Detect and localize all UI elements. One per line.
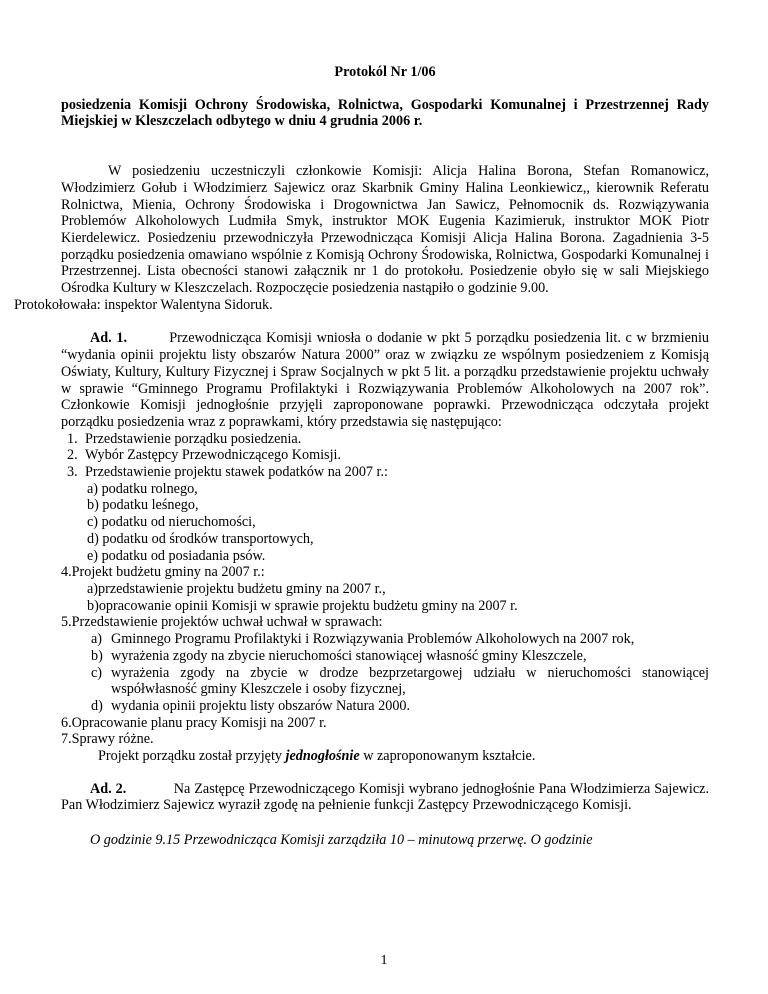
agenda-sublist-4 — [61, 581, 709, 614]
agenda-subitem-letter: d) — [91, 697, 103, 714]
agenda-subitem: a)przedstawienie projektu budżetu gminy na 2007 r., — [87, 580, 386, 597]
agenda-item-text: Przedstawienie projektu stawek podatków na 2007 r.: — [85, 464, 388, 481]
agenda-subitem — [61, 698, 709, 715]
ad1-paragraph — [61, 330, 709, 430]
agenda-item-text: Wybór Zastępcy Przewodniczącego Komisji. — [85, 447, 342, 464]
agenda-subitem-letter: b) — [91, 647, 103, 664]
document-page — [14, 64, 710, 849]
ad2-text: Na Zastępcę Przewodniczącego Komisji wybrano jednogłośnie Pana Włodzimierza Sajewicz. Pan Włodzimierz Sajewicz wyraził zgodę na pełnienie funkcji Zastępcy Przewodniczącego Komisji. — [61, 780, 709, 814]
agenda-item-number: 1. — [67, 430, 78, 447]
agenda-item-number: 2. — [67, 447, 78, 464]
ad1-text: Przewodnicząca Komisji wniosła o dodanie w pkt 5 porządku posiedzenia lit. c w brzmieniu “wydania opinii projektu listy obszarów Natura 2000” oraz w związku ze wspólnym posiedzeniem z Komisją Oświaty, Kultury, Kultury Fizycznej i Spraw Socjalnych w pkt 5 lit. a porządku przedstawienie projektu uchwały w sprawie “Gminnego Programu Profilaktyki i Rozwiązywania Problemów Alkoholowych na 2007 rok”. Członkowie Komisji jednogłośnie przyjęli zaproponowane poprawki. Przewodnicząca odczytała projekt porządku posiedzenia wraz z poprawkami, który przedstawia się następująco: — [61, 330, 710, 430]
agenda-item-number: 3. — [67, 464, 78, 481]
agenda-subitem: b)opracowanie opinii Komisji w sprawie projektu budżetu gminy na 2007 r. — [87, 597, 518, 614]
intro-paragraph — [14, 163, 709, 313]
agenda-item-6: 6.Opracowanie planu pracy Komisji na 2007 r. — [61, 714, 327, 731]
ad1-label: Ad. 1. — [90, 330, 128, 347]
agenda-item-7: 7.Sprawy różne. — [61, 731, 154, 748]
agenda-subitem — [61, 648, 709, 665]
agenda-subitem: b) podatku leśnego, — [87, 497, 199, 514]
intro-minutes-taker: Protokołowała: inspektor Walentyna Sidoruk. — [14, 296, 273, 313]
ad2-paragraph — [61, 781, 709, 814]
agenda-sublist-3 — [61, 481, 709, 565]
page-number: 1 — [380, 953, 388, 968]
agenda-item-4: 4.Projekt budżetu gminy na 2007 r.: — [61, 564, 265, 581]
document-heading: posiedzenia Komisji Ochrony Środowiska, Rolnictwa, Gospodarki Komunalnej i Przestrzennej Rady Miejskiej w Kleszczelach odbytego w dniu 4 grudnia 2006 r. — [61, 96, 709, 130]
accepted-text: Projekt porządku został przyjęty — [98, 748, 286, 765]
intro-text: W posiedzeniu uczestniczyli członkowie Komisji: Alicja Halina Borona, Stefan Romanowicz, Włodzimierz Gołub i Włodzimierz Sajewicz oraz Skarbnik Gminy Halina Leonkiewicz,, kierownik Referatu Rolnictwa, Mienia, Ochrony Środowiska i Drogownictwa Jan Sawicz, Pełnomocnik ds. Rozwiązywania Problemów Alkoholowych Ludmiła Smyk, instruktor MOK Eugenia Kazimieruk, instruktor MOK Piotr Kierdelewicz. Posiedzeniu przewodniczyła Przewodnicząca Komisji Alicja Halina Borona. Zagadnienia 3-5 porządku posiedzenia omawiano wspólnie z Komisją Ochrony Środowiska, Rolnictwa, Gospodarki Komunalnej i Przestrzennej. Lista obecności stanowi załącznik nr 1 do protokołu. Posiedzenie obyło się w sali Miejskiego Ośrodka Kultury w Kleszczelach. Rozpoczęcie posiedzenia nastąpiło o godzinie 9.00. — [61, 163, 709, 297]
agenda-subitem-text: Gminnego Programu Profilaktyki i Rozwiązywania Problemów Alkoholowych na 2007 rok, — [111, 631, 635, 648]
agenda-subitem-text: wydania opinii projektu listy obszarów Natura 2000. — [111, 697, 411, 714]
accepted-text-end: w zaproponowanym kształcie. — [359, 748, 536, 765]
ad2-label: Ad. 2. — [90, 780, 127, 797]
break-note: O godzinie 9.15 Przewodnicząca Komisji zarządziła 10 – minutową przerwę. O godzinie — [90, 832, 593, 849]
agenda-item — [67, 464, 709, 481]
agenda-item — [67, 431, 709, 448]
agenda-subitem — [61, 665, 709, 698]
agenda-item — [67, 447, 709, 464]
agenda-accepted — [61, 748, 709, 765]
agenda-item-text: Przedstawienie porządku posiedzenia. — [85, 430, 302, 447]
accepted-emphasis: jednogłośnie — [285, 748, 360, 765]
agenda-subitem-letter: a) — [91, 631, 103, 648]
agenda-sublist-5 — [61, 631, 709, 715]
agenda-subitem — [61, 631, 709, 648]
agenda-subitem-letter: c) — [91, 664, 103, 681]
agenda-subitem-text: wyrażenia zgody na zbycie w drodze bezprzetargowej udziału w nieruchomości stanowiącej współwłasność gminy Kleszczele i osoby fizycznej, — [111, 664, 709, 698]
agenda-subitem: a) podatku rolnego, — [87, 480, 198, 497]
document-title: Protokól Nr 1/06 — [334, 64, 436, 80]
agenda-item-5: 5.Przedstawienie projektów uchwał uchwał w sprawach: — [61, 614, 383, 631]
agenda-subitem: d) podatku od środków transportowych, — [87, 530, 314, 547]
agenda-subitem: e) podatku od posiadania psów. — [87, 547, 266, 564]
agenda-subitem-text: wyrażenia zgody na zbycie nieruchomości stanowiącej własność gminy Kleszczele, — [111, 647, 587, 664]
agenda-list — [61, 431, 709, 481]
agenda-subitem: c) podatku od nieruchomości, — [87, 514, 256, 531]
